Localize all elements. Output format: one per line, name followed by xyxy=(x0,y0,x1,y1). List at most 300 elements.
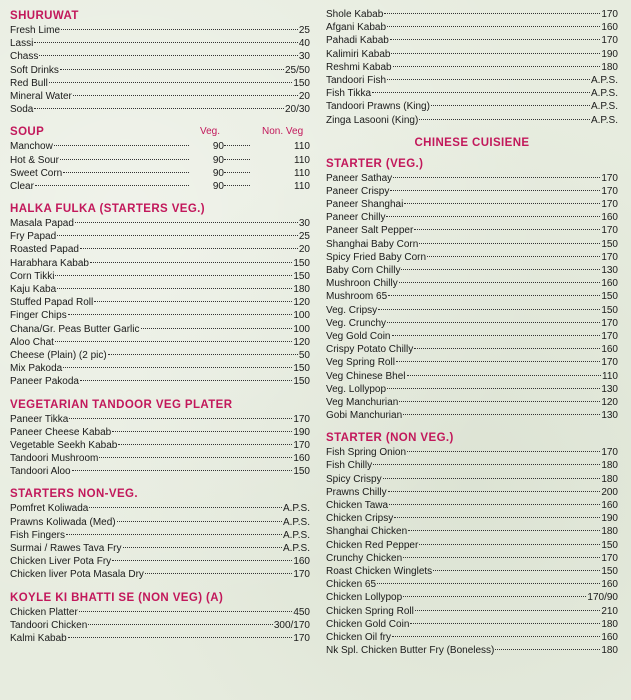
menu-item xyxy=(326,631,618,644)
item-name: Fish Spring Onion xyxy=(326,447,407,459)
item-name: Tandoori Fish xyxy=(326,74,387,86)
menu-item xyxy=(10,77,310,90)
item-name: Chana/Gr. Peas Butter Garlic xyxy=(10,323,140,335)
menu-item xyxy=(326,264,618,277)
dot-leader xyxy=(55,341,292,342)
item-name: Chass xyxy=(10,51,39,63)
menu-item xyxy=(10,24,310,37)
left-column xyxy=(10,8,310,645)
menu-item xyxy=(326,251,618,264)
dot-leader xyxy=(377,583,600,584)
dot-leader xyxy=(387,322,600,323)
item-name: Chicken Platter xyxy=(10,606,78,618)
menu-item xyxy=(326,61,618,74)
menu-item xyxy=(10,243,310,256)
menu-item xyxy=(326,330,618,343)
dot-leader xyxy=(388,491,601,492)
dot-leader xyxy=(419,544,600,545)
item-price: 180 xyxy=(601,526,618,538)
dot-leader xyxy=(386,216,600,217)
shuruwat-list xyxy=(10,24,310,116)
menu-item xyxy=(10,37,310,50)
menu-item xyxy=(326,396,618,409)
item-price: 150 xyxy=(601,565,618,577)
item-name: Fish Fingers xyxy=(10,529,66,541)
item-name: Paneer Cheese Kabab xyxy=(10,426,112,438)
item-price: A.P.S. xyxy=(282,516,310,528)
menu-item xyxy=(326,473,618,486)
item-name: Mineral Water xyxy=(10,90,72,102)
halka-fulka-list xyxy=(10,217,310,388)
menu-item xyxy=(326,539,618,552)
item-price: 50 xyxy=(298,349,310,361)
dot-leader xyxy=(68,314,293,315)
item-name: Chicken liver Pota Masala Dry xyxy=(10,569,144,581)
dot-leader xyxy=(57,288,292,289)
menu-item xyxy=(10,230,310,243)
dot-leader xyxy=(433,570,600,571)
menu-item xyxy=(326,304,618,317)
item-name: Prawns Chilly xyxy=(326,486,387,498)
item-price: A.P.S. xyxy=(590,114,618,126)
menu-item xyxy=(326,317,618,330)
item-price: 210 xyxy=(601,605,618,617)
item-name: Veg. Lollypop xyxy=(326,383,387,395)
item-name: Mix Pakoda xyxy=(10,363,63,375)
item-price: 20 xyxy=(298,90,310,102)
item-name: Pomfret Koliwada xyxy=(10,503,89,515)
starter-veg-list xyxy=(326,172,618,423)
dot-leader xyxy=(89,507,282,508)
item-name: Clear xyxy=(10,180,34,192)
item-price: 170 xyxy=(601,447,618,459)
menu-item xyxy=(10,568,310,581)
item-name: Veg Gold Coin xyxy=(326,330,391,342)
dot-leader xyxy=(401,269,600,270)
dot-leader xyxy=(224,159,250,160)
item-price: 160 xyxy=(601,212,618,224)
tandoor-kabab-list xyxy=(326,8,618,127)
item-price: A.P.S. xyxy=(590,88,618,100)
menu-item xyxy=(326,87,618,100)
item-name: Chicken Oil fry xyxy=(326,631,392,643)
menu-item xyxy=(10,426,310,439)
dot-leader xyxy=(224,185,250,186)
item-name: Mushroom 65 xyxy=(326,291,388,303)
dot-leader xyxy=(390,39,600,40)
menu-item xyxy=(326,198,618,211)
item-name: Corn Tikki xyxy=(10,270,55,282)
dot-leader xyxy=(34,42,298,43)
item-name: Veg Spring Roll xyxy=(326,357,395,369)
item-name: Roast Chicken Winglets xyxy=(326,565,433,577)
menu-item xyxy=(10,529,310,542)
dot-leader xyxy=(88,624,273,625)
item-name: Veg Chinese Bhel xyxy=(326,370,406,382)
item-price: 150 xyxy=(293,466,310,478)
dot-leader xyxy=(393,66,601,67)
item-name: Mushroon Chilly xyxy=(326,278,398,290)
item-price-nonveg: 110 xyxy=(294,154,310,166)
item-name: Chicken Red Pepper xyxy=(326,539,419,551)
dot-leader xyxy=(383,478,601,479)
dot-leader xyxy=(80,248,298,249)
menu-item xyxy=(326,409,618,422)
item-price: 150 xyxy=(293,270,310,282)
item-price: 120 xyxy=(293,336,310,348)
menu-item xyxy=(10,502,310,515)
item-price: 130 xyxy=(601,410,618,422)
item-name: Chicken Tawa xyxy=(326,500,389,511)
dot-leader xyxy=(403,557,600,558)
item-price: 150 xyxy=(601,539,618,551)
item-name: Paneer Salt Pepper xyxy=(326,225,414,237)
menu-item xyxy=(326,356,618,369)
item-price: 180 xyxy=(601,460,618,472)
menu-item xyxy=(10,619,310,632)
item-name: Shanghai Chicken xyxy=(326,526,408,538)
dot-leader xyxy=(391,53,600,54)
item-name: Paneer Tikka xyxy=(10,413,69,425)
menu-item xyxy=(326,486,618,499)
menu-item xyxy=(326,100,618,113)
item-name: Veg. Cripsy xyxy=(326,304,378,316)
section-title-halka-fulka: HALKA FULKA (STARTERS VEG.) xyxy=(10,203,206,216)
dot-leader xyxy=(407,451,600,452)
section-title-starter-nonveg: STARTER (NON VEG.) xyxy=(326,432,454,445)
item-price: 170 xyxy=(601,9,618,20)
item-price: 120 xyxy=(293,297,310,309)
item-price-nonveg: 110 xyxy=(294,167,310,179)
dot-leader xyxy=(90,262,292,263)
item-name: Chicken Spring Roll xyxy=(326,605,414,617)
item-price: 170/90 xyxy=(587,592,618,604)
menu-item xyxy=(10,270,310,283)
item-price: 100 xyxy=(293,323,310,335)
item-price-veg: 90 xyxy=(212,180,224,192)
menu-item xyxy=(326,21,618,34)
dot-leader xyxy=(407,375,602,376)
item-name: Surmai / Rawes Tava Fry xyxy=(10,543,122,554)
soup-veg-header: Veg. xyxy=(200,126,221,138)
item-name: Roasted Papad xyxy=(10,244,79,256)
item-name: Paneer Crispy xyxy=(326,185,390,197)
item-price: 160 xyxy=(601,500,618,511)
section-title-chinese-cuisine: CHINESE CUISIENE xyxy=(414,136,530,149)
menu-item xyxy=(326,605,618,618)
dot-leader xyxy=(60,159,189,160)
menu-item xyxy=(10,323,310,336)
item-price: 100 xyxy=(293,310,310,322)
item-price: 170 xyxy=(601,317,618,329)
item-price: 200 xyxy=(601,486,618,498)
item-name: Reshmi Kabab xyxy=(326,61,392,73)
dot-leader xyxy=(63,367,292,368)
item-price: 150 xyxy=(601,291,618,303)
item-price: 180 xyxy=(601,645,618,657)
dot-leader xyxy=(80,380,292,381)
item-name: Masala Papad xyxy=(10,218,74,230)
dot-leader xyxy=(79,611,293,612)
menu-item xyxy=(10,555,310,568)
dot-leader xyxy=(415,610,600,611)
dot-leader xyxy=(414,348,600,349)
dot-leader xyxy=(408,530,600,531)
dot-leader xyxy=(99,457,292,458)
dot-leader xyxy=(388,295,600,296)
item-name: Sweet Corn xyxy=(10,167,63,179)
item-name: Kalimiri Kabab xyxy=(326,48,391,60)
dot-leader xyxy=(394,517,600,518)
menu-item xyxy=(10,413,310,426)
item-name: Fry Papad xyxy=(10,231,57,243)
item-price: 25 xyxy=(298,231,310,243)
item-price: 170 xyxy=(601,552,618,564)
menu-item xyxy=(326,618,618,631)
soup-list xyxy=(10,140,310,193)
section-title-veg-tandoor: VEGETARIAN TANDOOR VEG PLATER xyxy=(10,398,233,411)
dot-leader xyxy=(399,282,601,283)
item-price: 450 xyxy=(293,606,310,618)
item-price-veg: 90 xyxy=(212,167,224,179)
soup-nonveg-header: Non. Veg xyxy=(262,126,304,138)
dot-leader xyxy=(373,464,600,465)
dot-leader xyxy=(49,82,293,83)
item-name: Baby Corn Chilly xyxy=(326,265,401,276)
item-price: 160 xyxy=(601,579,618,591)
item-name: Spicy Fried Baby Corn xyxy=(326,251,427,263)
dot-leader xyxy=(389,504,600,505)
item-price: 130 xyxy=(601,383,618,395)
menu-item xyxy=(326,224,618,237)
item-name: Zinga Lasooni (King) xyxy=(326,114,419,126)
right-column xyxy=(326,8,618,657)
item-name: Gobi Manchurian xyxy=(326,410,403,422)
item-name: Paneer Sathay xyxy=(326,172,393,184)
dot-leader xyxy=(495,649,600,650)
item-name: Nk Spl. Chicken Butter Fry (Boneless) xyxy=(326,645,495,657)
item-name: Crunchy Chicken xyxy=(326,552,403,564)
menu-item xyxy=(10,362,310,375)
dot-leader xyxy=(387,26,600,27)
item-price: 160 xyxy=(293,556,310,568)
item-name: Soda xyxy=(10,104,34,116)
dot-leader xyxy=(69,418,292,419)
item-name: Pahadi Kabab xyxy=(326,35,389,47)
item-price: 150 xyxy=(293,257,310,269)
menu-item xyxy=(10,50,310,63)
item-price: 30 xyxy=(298,51,310,63)
menu-item xyxy=(326,370,618,383)
starter-nonveg-list xyxy=(326,446,618,657)
menu-item xyxy=(10,64,310,77)
menu-item xyxy=(326,48,618,61)
item-price: 160 xyxy=(601,278,618,290)
item-price: 170 xyxy=(601,185,618,197)
menu-item xyxy=(10,632,310,645)
menu-item xyxy=(10,257,310,270)
menu-item xyxy=(326,552,618,565)
dot-leader xyxy=(396,361,600,362)
item-price: 150 xyxy=(601,238,618,250)
item-price-veg: 90 xyxy=(212,154,224,166)
dot-leader xyxy=(118,444,292,445)
item-price: 170 xyxy=(601,251,618,263)
item-price: 180 xyxy=(601,618,618,630)
menu-item xyxy=(10,452,310,465)
menu-item xyxy=(10,217,310,230)
item-name: Chicken Lollypop xyxy=(326,592,403,604)
item-name: Hot & Sour xyxy=(10,154,59,166)
section-title-koyle-ki-bhatti: KOYLE KI BHATTI SE (NON VEG) (A) xyxy=(10,591,224,604)
menu-item xyxy=(326,499,618,512)
item-price: 150 xyxy=(601,304,618,316)
menu-item xyxy=(326,383,618,396)
starters-nonveg-list xyxy=(10,502,310,581)
item-price: 20 xyxy=(298,244,310,256)
dot-leader xyxy=(61,29,298,30)
dot-leader xyxy=(404,203,600,204)
item-price: 180 xyxy=(601,61,618,73)
menu-item xyxy=(10,283,310,296)
item-name: Chicken Cripsy xyxy=(326,513,394,525)
menu-item xyxy=(326,459,618,472)
menu-item xyxy=(10,180,310,193)
item-price: 25/50 xyxy=(284,64,310,76)
dot-leader xyxy=(66,534,282,535)
item-name: Paneer Pakoda xyxy=(10,376,79,388)
item-price: 25 xyxy=(298,25,310,36)
item-price: 170 xyxy=(601,35,618,47)
item-name: Veg Manchurian xyxy=(326,396,399,408)
dot-leader xyxy=(60,69,284,70)
item-price: 170 xyxy=(293,439,310,451)
menu-item xyxy=(326,290,618,303)
dot-leader xyxy=(117,521,282,522)
dot-leader xyxy=(94,301,292,302)
dot-leader xyxy=(431,105,590,106)
dot-leader xyxy=(403,596,586,597)
dot-leader xyxy=(414,229,600,230)
section-title-starter-veg: STARTER (VEG.) xyxy=(326,157,424,170)
dot-leader xyxy=(399,401,600,402)
menu-item xyxy=(10,375,310,388)
item-name: Crispy Potato Chilly xyxy=(326,344,414,356)
menu-item xyxy=(10,516,310,529)
menu-item xyxy=(10,90,310,103)
item-price: 190 xyxy=(601,48,618,60)
dot-leader xyxy=(34,108,284,109)
item-name: Prawns Koliwada (Med) xyxy=(10,516,116,528)
item-price: 170 xyxy=(601,357,618,369)
item-name: Soft Drinks xyxy=(10,64,59,76)
section-title-soup xyxy=(10,124,310,140)
item-price: A.P.S. xyxy=(282,503,310,515)
dot-leader xyxy=(224,172,250,173)
dot-leader xyxy=(75,222,298,223)
menu-item xyxy=(10,542,310,555)
menu-item xyxy=(326,343,618,356)
dot-leader xyxy=(384,13,600,14)
section-title-shuruwat: SHURUWAT xyxy=(10,10,79,22)
item-price: 170 xyxy=(601,172,618,184)
item-name: Kaju Kaba xyxy=(10,284,57,295)
item-name: Vegetable Seekh Kabab xyxy=(10,439,118,451)
dot-leader xyxy=(378,309,600,310)
menu-item xyxy=(326,211,618,224)
item-price: 170 xyxy=(601,199,618,211)
item-name: Tandoori Aloo xyxy=(10,466,71,478)
item-name: Tandoori Mushroom xyxy=(10,453,99,465)
menu-item xyxy=(326,8,618,21)
dot-leader xyxy=(54,145,189,146)
item-price: 150 xyxy=(293,363,310,375)
item-name: Aloo Chat xyxy=(10,336,54,348)
dot-leader xyxy=(387,388,600,389)
item-name: Paneer Shanghai xyxy=(326,199,404,211)
dot-leader xyxy=(57,235,298,236)
menu-item xyxy=(10,103,310,116)
item-price: 160 xyxy=(293,453,310,465)
item-price: 170 xyxy=(293,632,310,644)
item-name: Tandoori Chicken xyxy=(10,619,88,631)
dot-leader xyxy=(108,354,298,355)
item-price: 190 xyxy=(293,426,310,438)
item-name: Cheese (Plain) (2 pic) xyxy=(10,349,107,361)
veg-tandoor-list xyxy=(10,413,310,479)
item-name: Manchow xyxy=(10,141,53,153)
dot-leader xyxy=(419,243,600,244)
dot-leader xyxy=(145,573,292,574)
item-price: 150 xyxy=(293,77,310,89)
dot-leader xyxy=(68,637,293,638)
menu-item xyxy=(10,465,310,478)
item-price: 120 xyxy=(601,396,618,408)
item-name: Fish Tikka xyxy=(326,88,372,100)
menu-item xyxy=(326,525,618,538)
item-name: Red Bull xyxy=(10,77,48,89)
menu-item xyxy=(10,154,310,167)
menu-item xyxy=(326,238,618,251)
dot-leader xyxy=(55,275,292,276)
dot-leader xyxy=(372,92,590,93)
item-name: Chicken Gold Coin xyxy=(326,618,410,630)
dot-leader xyxy=(35,185,189,186)
menu-item xyxy=(326,114,618,127)
item-price-nonveg: 110 xyxy=(294,180,310,192)
menu-item xyxy=(10,140,310,153)
item-name: Spicy Crispy xyxy=(326,473,382,485)
item-price: A.P.S. xyxy=(282,529,310,541)
dot-leader xyxy=(112,560,292,561)
item-price: 300/170 xyxy=(273,619,310,631)
dot-leader xyxy=(392,636,600,637)
item-price: 160 xyxy=(601,22,618,34)
item-name: Kalmi Kabab xyxy=(10,632,67,644)
item-name: Stuffed Papad Roll xyxy=(10,297,94,309)
dot-leader xyxy=(112,431,292,432)
menu-item xyxy=(10,336,310,349)
dot-leader xyxy=(410,623,600,624)
menu-item xyxy=(10,349,310,362)
dot-leader xyxy=(39,55,298,56)
item-name: Chicken Liver Pota Fry xyxy=(10,556,112,568)
menu-item xyxy=(326,565,618,578)
item-name: Tandoori Prawns (King) xyxy=(326,101,430,113)
menu-item xyxy=(326,185,618,198)
item-name: Fresh Lime xyxy=(10,25,61,36)
dot-leader xyxy=(73,95,298,96)
